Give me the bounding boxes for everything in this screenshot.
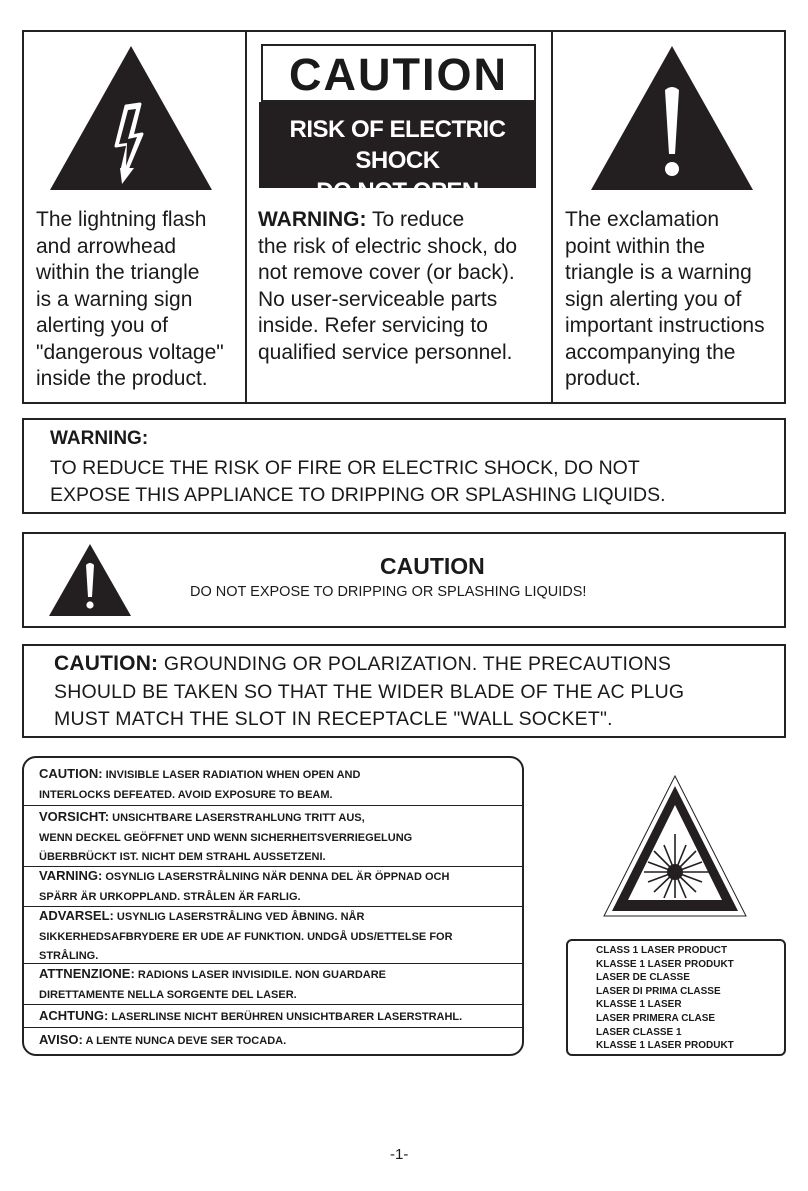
laser-warning-text: UNSICHTBARE LASERSTRAHLUNG TRITT AUS, WENN DECKEL GEÖFFNET UND WENN SICHERHEITSVERRIEGELUNG ÜBERBRÜCKT IST. NICHT DEM STRAHL AUSSETZENI.	[39, 812, 413, 863]
laser-class-item: KLASSE 1 LASER PRODUKT	[596, 1040, 734, 1052]
laser-warning-row	[24, 866, 522, 907]
fire-warning-title: WARNING:	[50, 428, 149, 449]
laser-warning-lead: ADVARSEL:	[39, 908, 114, 923]
page-number: -1-	[390, 1146, 409, 1163]
laser-warning-row	[24, 1006, 522, 1028]
laser-warning-text: INVISIBLE LASER RADIATION WHEN OPEN AND INTERLOCKS DEFEATED. AVOID EXPOSURE TO BEAM.	[39, 769, 361, 801]
exclamation-warning-icon	[589, 44, 755, 192]
laser-warning-text: RADIONS LASER INVISIDILE. NON GUARDARE DIRETTAMENTE NELLA SORGENTE DEL LASER.	[39, 969, 386, 1001]
grounding-caution-body: GROUNDING OR POLARIZATION. THE PRECAUTIONS SHOULD BE TAKEN SO THAT THE WIDER BLADE OF THE AC PLUG MUST MATCH THE SLOT IN RECEPTACLE "WALL SOCKET".	[54, 653, 685, 730]
row-divider	[24, 805, 522, 806]
lightning-explanation: The lightning flash and arrowhead within the triangle is a warning sign alerting you of "dangerous voltage" inside the product.	[36, 208, 224, 390]
laser-class-item: LASER DI PRIMA CLASSE	[596, 985, 721, 997]
shock-line-2: DO NOT OPEN	[316, 178, 479, 205]
fire-warning-text: TO REDUCE THE RISK OF FIRE OR ELECTRIC SHOCK, DO NOT EXPOSE THIS APPLIANCE TO DRIPPING OR SPLASHING LIQUIDS.	[50, 457, 666, 506]
shock-line-1: RISK OF ELECTRIC SHOCK	[289, 116, 506, 174]
grounding-caution-lead: CAUTION:	[54, 652, 159, 675]
column-divider	[551, 32, 553, 402]
laser-class-item: LASER CLASSE 1	[596, 1026, 682, 1038]
laser-warning-row	[24, 807, 522, 868]
warning-label: WARNING:	[258, 208, 367, 231]
row-divider	[24, 1004, 522, 1005]
laser-warning-text: LASERLINSE NICHT BERÜHREN UNSICHTBARER LASERSTRAHL.	[108, 1011, 463, 1023]
laser-warning-icon	[602, 774, 748, 920]
exclamation-warning-icon	[48, 543, 132, 617]
laser-warning-row	[24, 1030, 522, 1052]
row-divider	[24, 1027, 522, 1028]
laser-class-item: LASER DE CLASSE	[596, 972, 690, 984]
shock-warning-label	[259, 102, 536, 205]
laser-class-item: CLASS 1 LASER PRODUCT	[596, 945, 728, 956]
exclamation-explanation: The exclamation point within the triangle is a warning sign alerting you of important instructions accompanying the product.	[565, 208, 765, 390]
laser-class-item: KLASSE 1 LASER PRODUKT	[596, 958, 734, 970]
laser-class-list	[596, 944, 734, 1053]
laser-warning-lead: AVISO:	[39, 1032, 83, 1047]
lightning-warning-icon	[48, 44, 214, 192]
laser-warning-row	[24, 764, 522, 805]
laser-class-item: LASER PRIMERA CLASE	[596, 1012, 716, 1024]
laser-warning-lead: CAUTION:	[39, 766, 103, 781]
laser-warning-text: OSYNLIG LASERSTRÅLNING NÄR DENNA DEL ÄR ÖPPNAD OCH SPÄRR ÄR URKOPPLAND. STRÅLEN ÄR FARLIG.	[39, 871, 450, 903]
laser-class-label	[566, 939, 786, 1056]
laser-warning-table	[22, 756, 524, 1056]
laser-warning-row	[24, 906, 522, 967]
laser-warning-lead: ATTNENZIONE:	[39, 966, 135, 981]
warning-explanation	[258, 207, 548, 366]
laser-warning-lead: VORSICHT:	[39, 809, 110, 824]
laser-warning-lead: VARNING:	[39, 868, 103, 883]
liquid-caution-panel	[22, 532, 786, 628]
warning-text: To reduce the risk of electric shock, do not remove cover (or back). No user-serviceable parts inside. Refer servicing to qualified service personnel.	[258, 208, 518, 364]
caution-title: CAUTION	[261, 44, 536, 102]
liquid-caution-title: CAUTION	[380, 553, 485, 579]
liquid-caution-text: DO NOT EXPOSE TO DRIPPING OR SPLASHING LIQUIDS!	[190, 584, 587, 600]
laser-warning-text: USYNLIG LASERSTRÅLING VED ÅBNING. NÅR SIKKERHEDSAFBRYDERE ER UDE AF FUNKTION. UNDGÅ UDS/ETTELSE FOR STRÅLING.	[39, 911, 453, 962]
laser-warning-text: A LENTE NUNCA DEVE SER TOCADA.	[82, 1035, 287, 1047]
laser-warning-lead: ACHTUNG:	[39, 1008, 109, 1023]
grounding-caution-text	[54, 650, 684, 734]
laser-warning-row	[24, 964, 522, 1005]
laser-class-item: KLASSE 1 LASER	[596, 999, 682, 1011]
